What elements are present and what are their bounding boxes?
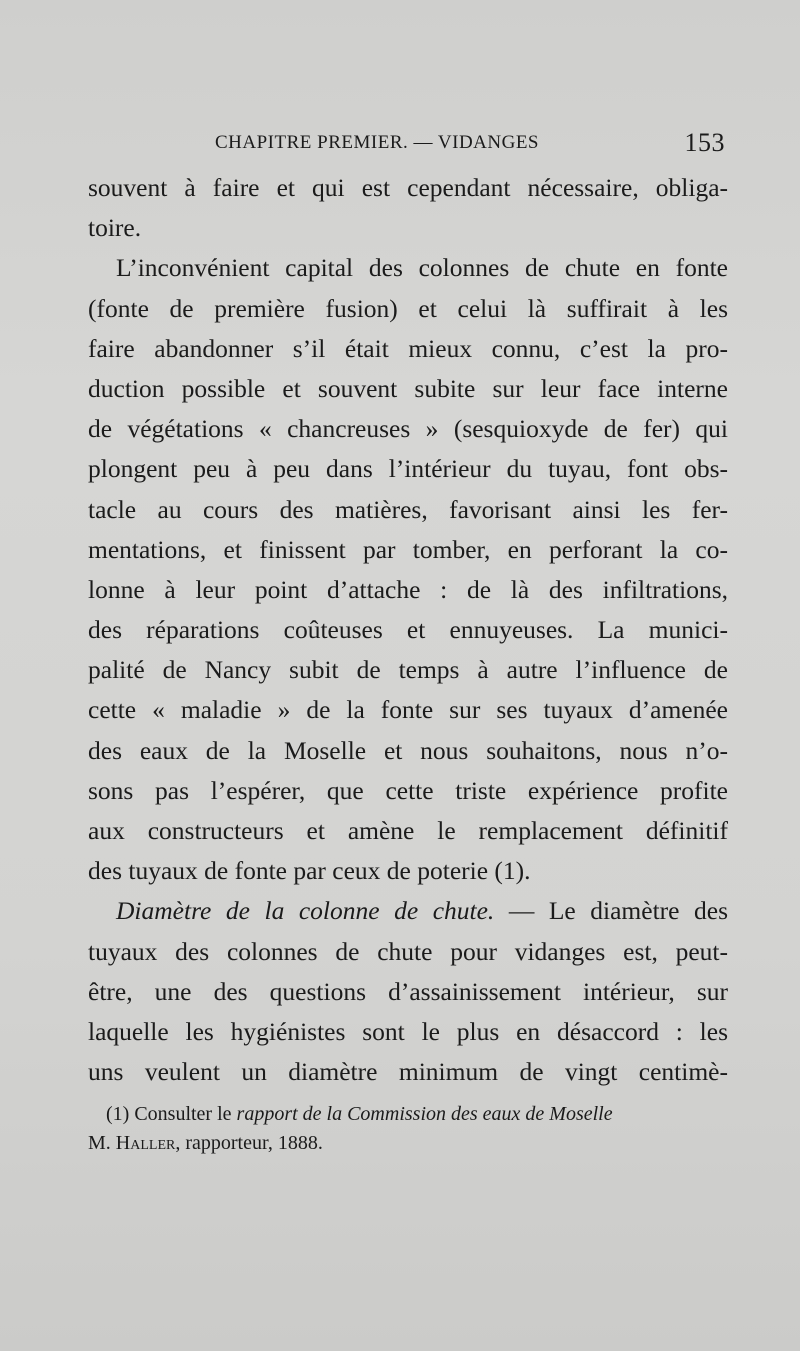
text-line: [88, 449, 728, 489]
text-line-content: des eaux de la Moselle et nous souhaitons, nous n’o-: [88, 735, 728, 765]
text-line: [88, 1052, 728, 1092]
footnote-italic: rapport de la Commission des eaux de Moselle: [236, 1103, 613, 1125]
text-line-content: uns veulent un diamètre minimum de vingt centimè-: [88, 1057, 728, 1087]
text-line-content: sons pas l’espérer, que cette triste expérience profite: [88, 775, 728, 805]
footnote-line: [88, 1100, 728, 1129]
text-line: [88, 1012, 728, 1052]
text-line-content: toire.: [88, 213, 142, 243]
text-line-content: de végétations « chancreuses » (sesquioxyde de fer) qui: [88, 414, 728, 444]
text-line: [88, 972, 728, 1012]
text-line-content: aux constructeurs et amène le remplacement définitif: [88, 816, 728, 845]
section-heading: Diamètre de la colonne de chute.: [116, 896, 495, 926]
text-line-content: plongent peu à peu dans l’intérieur du tuyau, font obs-: [88, 454, 728, 484]
text-line-content: souvent à faire et qui est cependant nécessaire, obliga-: [88, 173, 728, 202]
text-line-content: cette « maladie » de la fonte sur ses tuyaux d’amenée: [88, 695, 728, 725]
text-line: [88, 289, 728, 329]
text-line: [88, 329, 728, 369]
footnote-text: M.: [88, 1132, 116, 1154]
text-line-content: tacle au cours des matières, favorisant ainsi les fer-: [88, 494, 728, 524]
text-line: [88, 369, 728, 409]
text-line-content: des réparations coûteuses et ennuyeuses. La munici-: [88, 615, 728, 645]
text-line: [88, 610, 728, 650]
text-line: [88, 530, 728, 570]
text-line-content: — Le diamètre des: [494, 896, 728, 926]
text-line: [88, 690, 728, 730]
footnote-name: Haller: [115, 1132, 176, 1154]
footnote-marker: (1) Consulter le: [106, 1103, 237, 1125]
text-line: [88, 570, 728, 610]
text-line: [88, 891, 728, 931]
text-line: [88, 208, 728, 248]
footnote-line: [88, 1129, 728, 1158]
text-line-content: duction possible et souvent subite sur leur face interne: [88, 373, 728, 403]
text-line: [88, 248, 728, 288]
page-number: 153: [684, 128, 725, 157]
text-line-content: être, une des questions d’assainissement intérieur, sur: [88, 976, 728, 1006]
text-line: [88, 811, 728, 851]
text-line: [88, 168, 728, 208]
text-line: [88, 851, 728, 891]
text-line-content: palité de Nancy subit de temps à autre l’influence de: [88, 655, 728, 685]
page-header: [90, 130, 730, 160]
text-line: [88, 490, 728, 530]
text-line-content: L’inconvénient capital des colonnes de chute en fonte: [116, 253, 728, 283]
text-line-content: des tuyaux de fonte par ceux de poterie (1).: [88, 856, 531, 886]
text-line: [88, 771, 728, 811]
text-line: [88, 650, 728, 690]
text-line: [88, 932, 728, 972]
text-line: [88, 731, 728, 771]
text-line-content: mentations, et finissent par tomber, en perforant la co-: [88, 534, 728, 564]
text-line-content: lonne à leur point d’attache : de là des infiltrations,: [88, 574, 728, 604]
text-line-content: tuyaux des colonnes de chute pour vidanges est, peut-: [88, 936, 728, 966]
text-line: [88, 409, 728, 449]
footnote: [88, 1100, 728, 1158]
body-text: [88, 168, 728, 1092]
text-line-content: faire abandonner s’il était mieux connu, c’est la pro-: [88, 333, 728, 363]
footnote-text: , rapporteur, 1888.: [175, 1132, 323, 1154]
text-line-content: (fonte de première fusion) et celui là suffirait à les: [88, 293, 728, 323]
running-head: CHAPITRE PREMIER. — VIDANGES: [215, 132, 540, 153]
text-line-content: laquelle les hygiénistes sont le plus en désaccord : les: [88, 1016, 728, 1046]
